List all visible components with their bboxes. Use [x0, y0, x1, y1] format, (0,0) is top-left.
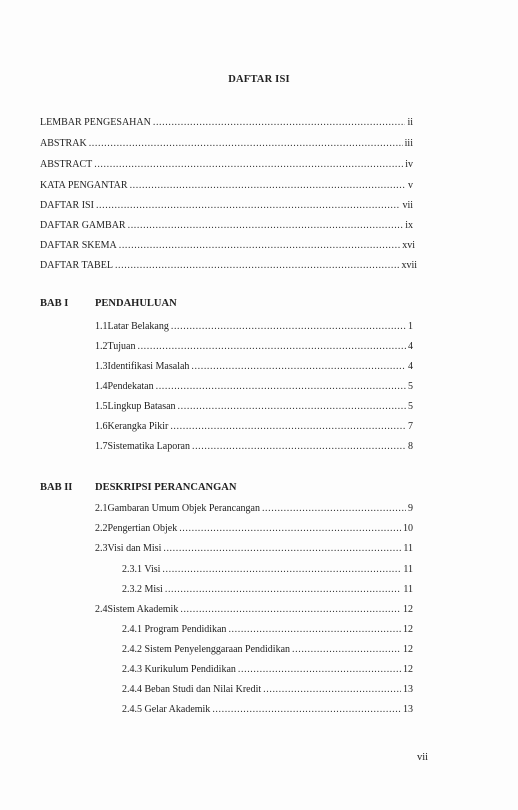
toc-entry-page: 11 — [403, 584, 413, 595]
toc-entry-label: 2.3.1 Visi — [122, 564, 161, 575]
toc-entry-page: ix — [405, 220, 413, 231]
toc-entry-label: 2.4.3 Kurikulum Pendidikan — [122, 664, 236, 675]
toc-entry-page: iv — [405, 159, 413, 170]
toc-entry-label: 2.4.5 Gelar Akademik — [122, 704, 211, 715]
toc-entry-page: 5 — [408, 381, 413, 392]
toc-entry-page: ii — [407, 117, 413, 128]
toc-entry-label: DAFTAR TABEL — [40, 260, 113, 271]
toc-entry-label: Kerangka Pikir — [107, 421, 169, 432]
section-number: 2.2 — [95, 523, 108, 534]
toc-entry-page: 7 — [408, 421, 413, 432]
leader-dots — [119, 240, 401, 252]
leader-dots — [170, 421, 406, 433]
toc-entry-label: Lingkup Batasan — [107, 401, 176, 412]
toc-entry[interactable] — [95, 341, 413, 353]
toc-entry-label: Pengertian Objek — [107, 523, 178, 534]
toc-entry-label: LEMBAR PENGESAHAN — [40, 117, 151, 128]
toc-entry[interactable] — [95, 421, 413, 433]
toc-entry-page: 4 — [408, 341, 413, 352]
toc-entry[interactable] — [95, 321, 413, 333]
toc-entry[interactable] — [95, 401, 413, 413]
toc-entry-page: 10 — [403, 523, 413, 534]
toc-entry-page: vii — [402, 200, 413, 211]
toc-entry-label: Gambaran Umum Objek Perancangan — [107, 503, 260, 514]
section-number: 1.5 — [95, 401, 108, 412]
chapter-title: DESKRIPSI PERANCANGAN — [95, 482, 237, 493]
section-number: 2.3 — [95, 543, 108, 554]
toc-entry-label: 2.3.2 Misi — [122, 584, 163, 595]
toc-entry[interactable] — [40, 240, 415, 252]
toc-entry-page: 8 — [408, 441, 413, 452]
toc-entry-label: Latar Belakang — [107, 321, 169, 332]
section-number: 1.3 — [95, 361, 108, 372]
toc-entry-page: 11 — [403, 564, 413, 575]
leader-dots — [180, 604, 401, 616]
toc-entry[interactable] — [40, 159, 413, 171]
leader-dots — [238, 664, 401, 676]
toc-entry-label: DAFTAR ISI — [40, 200, 94, 211]
page-title: DAFTAR ISI — [228, 74, 290, 85]
section-number: 2.4 — [95, 604, 108, 615]
toc-entry-page: 12 — [403, 644, 413, 655]
toc-subentry[interactable] — [122, 684, 413, 696]
toc-entry[interactable] — [40, 117, 413, 129]
toc-entry[interactable] — [40, 200, 413, 212]
toc-subentry[interactable] — [122, 564, 413, 576]
leader-dots — [212, 704, 401, 716]
section-number: 1.4 — [95, 381, 108, 392]
toc-entry-page: iii — [404, 138, 413, 149]
toc-entry-label: ABSTRACT — [40, 159, 93, 170]
toc-entry-label: Pendekatan — [107, 381, 154, 392]
section-number: 1.6 — [95, 421, 108, 432]
toc-entry-page: 13 — [403, 684, 413, 695]
leader-dots — [162, 564, 401, 576]
leader-dots — [191, 361, 406, 373]
toc-entry-page: xvii — [401, 260, 417, 271]
toc-entry[interactable] — [95, 381, 413, 393]
toc-entry[interactable] — [40, 180, 413, 192]
toc-entry-label: DAFTAR SKEMA — [40, 240, 117, 251]
toc-entry[interactable] — [95, 523, 413, 535]
toc-entry[interactable] — [95, 503, 413, 515]
leader-dots — [262, 503, 406, 515]
leader-dots — [130, 180, 406, 192]
leader-dots — [128, 220, 404, 232]
toc-subentry[interactable] — [122, 624, 413, 636]
toc-entry-label: Sistem Akademik — [107, 604, 179, 615]
toc-entry-page: 4 — [408, 361, 413, 372]
toc-subentry[interactable] — [122, 704, 413, 716]
leader-dots — [115, 260, 399, 272]
section-number: 2.1 — [95, 503, 108, 514]
toc-entry-label: KATA PENGANTAR — [40, 180, 128, 191]
toc-entry-page: 12 — [403, 604, 413, 615]
chapter-number: BAB I — [40, 298, 69, 309]
toc-entry-page: 12 — [403, 664, 413, 675]
leader-dots — [192, 441, 406, 453]
toc-entry[interactable] — [95, 604, 413, 616]
chapter-title: PENDAHULUAN — [95, 298, 177, 309]
leader-dots — [178, 401, 406, 413]
toc-entry-label: ABSTRAK — [40, 138, 87, 149]
leader-dots — [163, 543, 401, 555]
toc-entry[interactable] — [40, 138, 413, 150]
toc-subentry[interactable] — [122, 664, 413, 676]
leader-dots — [89, 138, 403, 150]
toc-entry-label: 2.4.2 Sistem Penyelenggaraan Pendidikan — [122, 644, 291, 655]
leader-dots — [153, 117, 406, 129]
toc-entry-page: 11 — [403, 543, 413, 554]
toc-entry[interactable] — [40, 260, 417, 272]
leader-dots — [179, 523, 401, 535]
leader-dots — [263, 684, 401, 696]
toc-entry[interactable] — [95, 543, 413, 555]
toc-entry-label: DAFTAR GAMBAR — [40, 220, 126, 231]
leader-dots — [165, 584, 402, 596]
toc-entry-page: 13 — [403, 704, 413, 715]
page-number: vii — [417, 752, 429, 763]
leader-dots — [137, 341, 406, 353]
toc-entry-label: Tujuan — [107, 341, 136, 352]
toc-subentry[interactable] — [122, 584, 413, 596]
toc-entry-page: 1 — [408, 321, 413, 332]
toc-entry[interactable] — [40, 220, 413, 232]
leader-dots — [96, 200, 401, 212]
chapter-number: BAB II — [40, 482, 73, 493]
leader-dots — [171, 321, 406, 333]
toc-entry-page: 5 — [408, 401, 413, 412]
leader-dots — [156, 381, 406, 393]
section-number: 1.7 — [95, 441, 108, 452]
toc-entry-page: xvi — [402, 240, 415, 251]
leader-dots — [228, 624, 401, 636]
toc-entry-page: v — [408, 180, 413, 191]
toc-entry-label: Visi dan Misi — [107, 543, 162, 554]
toc-entry[interactable] — [95, 361, 413, 373]
toc-entry-page: 12 — [403, 624, 413, 635]
leader-dots — [292, 644, 401, 656]
toc-entry[interactable] — [95, 441, 413, 453]
section-number: 1.2 — [95, 341, 108, 352]
leader-dots — [94, 159, 403, 171]
toc-entry-label: Identifikasi Masalah — [107, 361, 190, 372]
toc-entry-label: 2.4.1 Program Pendidikan — [122, 624, 227, 635]
section-number: 1.1 — [95, 321, 108, 332]
toc-entry-page: 9 — [408, 503, 413, 514]
toc-subentry[interactable] — [122, 644, 413, 656]
toc-entry-label: 2.4.4 Beban Studi dan Nilai Kredit — [122, 684, 262, 695]
toc-entry-label: Sistematika Laporan — [107, 441, 190, 452]
